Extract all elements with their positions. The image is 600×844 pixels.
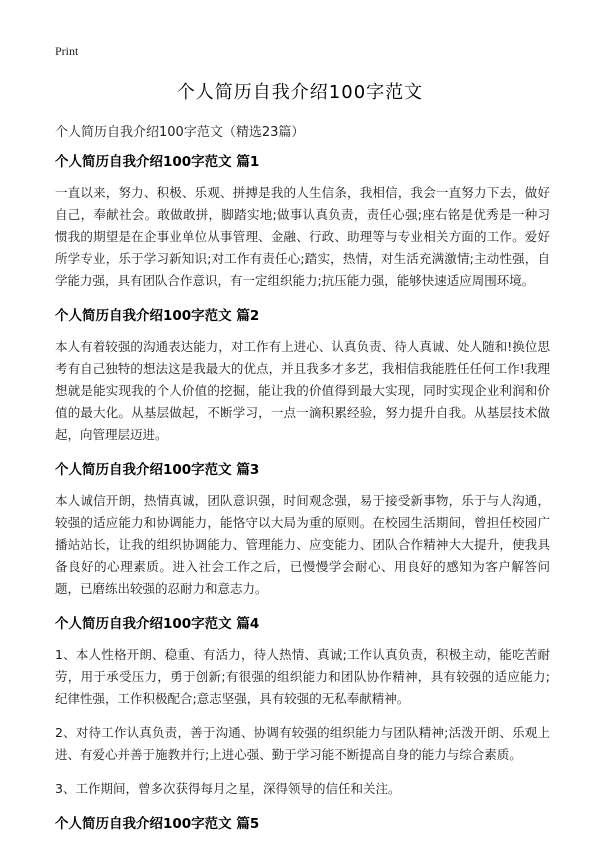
- document-body: [55, 150, 550, 844]
- section-heading: 个人简历自我介绍100字范文 篇2: [55, 308, 260, 324]
- page-title: 个人简历自我介绍100字范文: [176, 82, 424, 103]
- section-3: [55, 458, 550, 600]
- section-paragraph: 1、本人性格开朗、稳重、有活力，待人热情、真诚;工作认真负责，积极主动，能吃苦耐劳，用于承受压力，勇于创新;有很强的组织能力和团队协作精神，具有较强的适应能力;纪律性强，工作积极配合;意志坚强，具有较强的无私奉献精神。: [55, 647, 550, 706]
- section-heading: 个人简历自我介绍100字范文 篇5: [55, 816, 260, 832]
- section-heading: 个人简历自我介绍100字范文 篇4: [55, 616, 260, 632]
- section-1: [55, 150, 550, 292]
- print-label: Print: [55, 44, 79, 58]
- section-4: [55, 612, 550, 800]
- section-paragraph: 一直以来，努力、积极、乐观、拼搏是我的人生信条，我相信，我会一直努力下去，做好自己，奉献社会。敢做敢拼，脚踏实地;做事认真负责，责任心强;座右铭是优秀是一种习惯我的期望是在企事业单位从事管理、金融、行政、助理等与专业相关方面的工作。爱好所学专业，乐于学习新知识;对工作有责任心;踏实，热情，对生活充满激情;主动性强，自学能力强，具有团队合作意识，有一定组织能力;抗压能力强，能够快速适应周围环境。: [55, 185, 550, 288]
- section-5: [55, 812, 550, 832]
- section-heading: 个人简历自我介绍100字范文 篇3: [55, 462, 260, 478]
- section-2: [55, 304, 550, 446]
- document-subtitle: 个人简历自我介绍100字范文（精选23篇）: [55, 125, 305, 140]
- section-paragraph: 本人有着较强的沟通表达能力，对工作有上进心、认真负责、待人真诚、处人随和!换位思考有自己独特的想法这是我最大的优点，并且我多才多艺，我相信我能胜任任何工作!我理想就是能实现我的个人价值的挖掘，能让我的价值得到最大实现，同时实现企业利润和价值的最大化。从基层做起，不断学习，一点一滴积累经验，努力提升自我。从基层技术做起，向管理层迈进。: [55, 339, 550, 442]
- section-heading: 个人简历自我介绍100字范文 篇1: [55, 154, 260, 170]
- section-paragraph: 2、对待工作认真负责，善于沟通、协调有较强的组织能力与团队精神;活泼开朗、乐观上进、有爱心并善于施教并行;上进心强、勤于学习能不断提高自身的能力与综合素质。: [55, 725, 550, 762]
- section-paragraph: 3、工作期间，曾多次获得每月之星，深得领导的信任和关注。: [55, 781, 401, 796]
- section-paragraph: 本人诚信开朗，热情真诚，团队意识强，时间观念强，易于接受新事物，乐于与人沟通，较强的适应能力和协调能力，能恪守以大局为重的原则。在校园生活期间，曾担任校园广播站站长，让我的组织协调能力、管理能力、应变能力、团队合作精神大大提升，使我具备良好的心理素质。进入社会工作之后，已慢慢学会耐心、用良好的感知为客户解答问题，已磨练出较强的忍耐力和意志力。: [55, 493, 550, 596]
